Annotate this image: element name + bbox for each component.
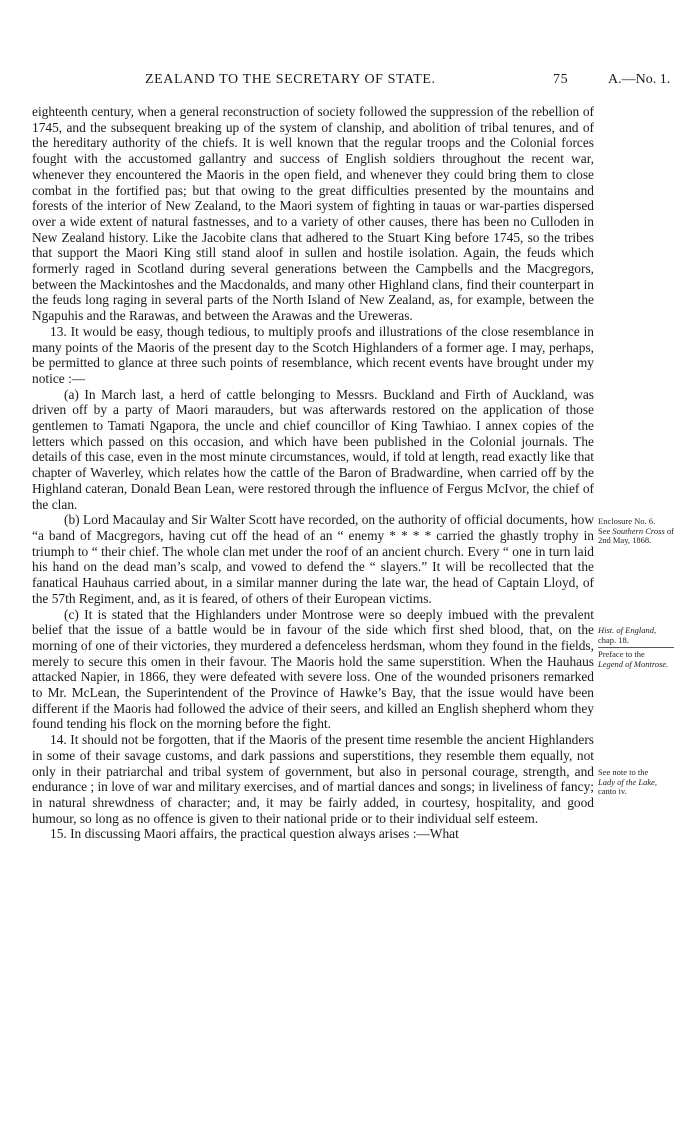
paragraph-15: 15. In discussing Maori affairs, the practical question always arises :—What bbox=[50, 826, 459, 842]
enclosure-note: Enclosure No. 6. bbox=[598, 516, 656, 526]
page-number: 75 bbox=[553, 72, 569, 87]
lady-of-lake-title: Lady of the Lake, bbox=[598, 776, 658, 787]
southern-cross-date: of 2nd May, 1868. bbox=[598, 525, 674, 546]
header-title: ZEALAND TO THE SECRETARY OF STATE. bbox=[145, 72, 436, 87]
paragraph-13b: (b) Lord Macaulay and Sir Walter Scott have recorded, on the authority of official documents, how “a band of Macgregors, having cut off the head of an “ enemy * * * * carried the ghastly trophy in triumph to “ their chief. The whole clan met under the roof of an ancient church. Every “ one in turn laid his hand on the dead man’s scalp, and vowed to defend the “ slayers.” It will be recollected that the fanatical Hauhaus carried about, in a similar manner during the late war, the head of Captain Lloyd, of the 57th Regiment, and, as it is feared, of others of their European victims. bbox=[32, 512, 594, 606]
running-header bbox=[0, 72, 700, 92]
hist-england-title: Hist. of England, bbox=[598, 625, 657, 635]
document-reference: A.—No. 1. bbox=[608, 72, 671, 87]
body-text bbox=[32, 104, 594, 842]
margin-note-macaulay bbox=[598, 626, 682, 669]
paragraph-13a: (a) In March last, a herd of cattle belonging to Messrs. Buckland and Firth of Auckland, was driven off by a party of Maori marauders, but was afterwards restored on the application of those gentlemen to Tamati Ngapora, the uncle and chief councillor of King Tawhiao. I annex copies of the letters which passed on this occasion, and which have been published in the Colonial journals. The details of this case, even in the most minute circumstances, would, if told at length, read exactly like that chapter of Waverley, which relates how the cattle of the Baron of Bradwardine, when carried off by the Highland cateran, Donald Bean Lean, were restored through the influence of Fergus McIvor, the chief of the clan. bbox=[32, 386, 594, 512]
southern-cross-see: See bbox=[598, 525, 611, 536]
lady-see-note: See note to the bbox=[598, 767, 649, 777]
lady-canto: canto iv. bbox=[598, 786, 627, 797]
paragraph-13: 13. It would be easy, though tedious, to multiply proofs and illustrations of the close resemblance in many points of the Maoris of the present day to the Scotch Highlanders of a former age. I may, perhaps, be permitted to glance at three such points of resemblance, which recent events have brought under my notice :— bbox=[32, 323, 594, 386]
legend-montrose-title: Legend of Montrose. bbox=[598, 658, 669, 669]
margin-note-enclosure bbox=[598, 517, 682, 546]
paragraph-continuation: eighteenth century, when a general reconstruction of society followed the suppression of the rebellion of 1745, and the subsequent breaking up of the system of clanship, and abolition of tribal tenures, and of the hereditary authority of the chiefs. It is well known that the regular troops and the Colonial forces fought with the accustomed gallantry and success of English soldiers throughout the recent war, whenever they encountered the Maoris in the open field, and whenever they could bring them to close combat in the fortified pas; but that owing to the great difficulties presented by the mountains and forests of the interior of New Zealand, to the Maori system of fighting in tauas or war-parties dispersed over a wide extent of natural fastnesses, and to a variety of other causes, there has been no Culloden in New Zealand history. Like the Jacobite clans that adhered to the Stuart King before 1745, so the tribes that support the Maori King still stand aloof in sullen and hostile isolation. Again, the feuds which formerly raged in Scotland during several generations between the Campbells and the Macgregors, between the Mackintoshes and the Macdonalds, and many other Highland clans, find their counterpart in the feuds long raging in several parts of the North Island of New Zealand, as, for example, between the Ngapuhis and the Rarawas, and between the Arawas and the Ureweras. bbox=[32, 104, 594, 324]
hist-england-chapter: chap. 18. bbox=[598, 634, 629, 645]
margin-note-lady bbox=[598, 768, 682, 797]
paragraph-13c: (c) It is stated that the Highlanders under Montrose were so deeply imbued with the prevalent belief that the issue of a battle would be in favour of the side which first shed blood, that, on the morning of one of their victories, they murdered a defenceless herdsman, whom they found in the fields, merely to secure this omen in their favour. The Maoris hold the same superstition. When the Hauhaus attacked Napier, in 1866, they were defeated with severe loss. One of the wounded prisoners remarked to Mr. McLean, the Superintendent of the Province of Hawke’s Bay, that the issue would have been different if the Maoris had followed the advice of their seers, and killed an English shepherd whom they found tending his flock on the morning before the fight. bbox=[32, 606, 594, 732]
paragraph-14: 14. It should not be forgotten, that if the Maoris of the present time resemble the ancient Highlanders in some of their savage customs, and dark passions and superstitions, they resemble them equally, not only in their patriarchal and tribal system of government, but also in personal courage, strength, and endurance ; in love of war and military exercises, and of martial dances and songs; in liveliness of fancy; in natural shrewdness of character; and, it may be fairly added, in courtesy, hospitality, and good humour, so long as no offence is given to their national pride or to their individual self esteem. bbox=[32, 732, 594, 826]
note-divider bbox=[598, 647, 674, 648]
legend-preface: Preface to the bbox=[598, 649, 645, 660]
southern-cross-title: Southern Cross bbox=[612, 525, 665, 536]
